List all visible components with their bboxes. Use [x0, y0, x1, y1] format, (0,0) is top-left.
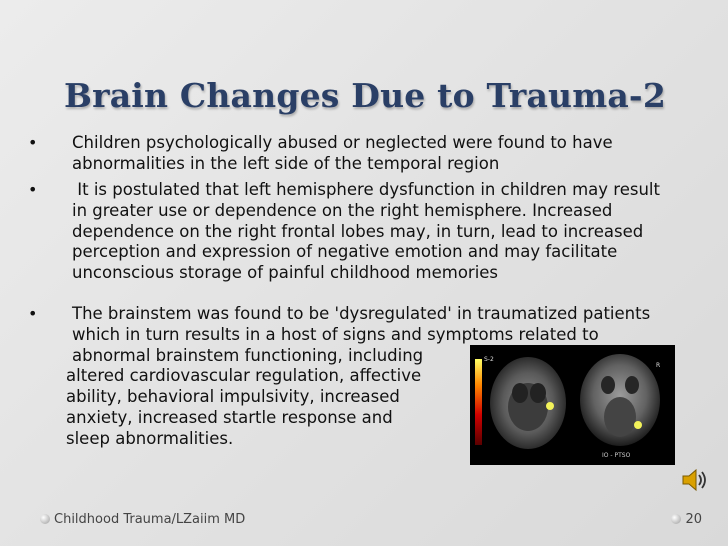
bullet-text-line: ability, behavioral impulsivity, increased	[66, 387, 400, 407]
image-caption: IO - PTSO	[602, 452, 631, 459]
bullet-text-line: sleep abnormalities.	[66, 428, 234, 448]
activation-spot	[546, 402, 554, 410]
bullet-marker: •	[28, 304, 38, 323]
image-label-right: R	[656, 362, 661, 369]
bullet-text-line: Children psychologically abused or neglected were found to have	[72, 133, 613, 152]
footer-text: Childhood Trauma/LZaiim MD	[54, 512, 246, 527]
footer-right	[671, 512, 702, 527]
brain-mri-image	[470, 345, 675, 465]
bullet-text-line: It is postulated that left hemisphere dysfunction in children may result	[72, 180, 660, 199]
heat-scale-bar	[475, 359, 482, 445]
image-label-left: S-2	[484, 356, 494, 363]
bullet-text-line: The brainstem was found to be 'dysregulated' in traumatized patients	[72, 304, 651, 323]
bullet-text-line: unconscious storage of painful childhood memories	[72, 263, 499, 283]
bullet-marker: •	[28, 133, 38, 152]
slide-title: Brain Changes Due to Trauma-2	[64, 76, 666, 115]
bullet-text-line: abnormalities in the left side of the temporal region	[72, 153, 500, 173]
bullet-item	[28, 180, 728, 284]
bullet-text-line: in greater use or dependence on the right hemisphere. Increased	[72, 200, 613, 220]
footer-dot-icon	[40, 514, 50, 524]
bullet-text-line: abnormal brainstem functioning, including	[72, 345, 424, 365]
page-number: 20	[685, 512, 702, 527]
bullet-text-line: perception and expression of negative emotion and may facilitate	[72, 242, 618, 262]
bullet-text-line: dependence on the right frontal lobes may, in turn, lead to increased	[72, 221, 644, 241]
bullet-marker: •	[28, 180, 38, 199]
bullet-text-line: altered cardiovascular regulation, affective	[66, 366, 422, 386]
brain-mri-icon	[470, 345, 675, 465]
footer-dot-icon	[671, 514, 681, 524]
bullet-text-line: anxiety, increased startle response and	[66, 407, 393, 427]
bullet-text-line: which in turn results in a host of signs and symptoms related to	[72, 324, 599, 344]
bullet-item	[28, 133, 728, 175]
speaker-icon[interactable]	[680, 466, 710, 494]
slide-footer	[0, 512, 728, 532]
footer-left	[40, 512, 245, 527]
activation-spot	[634, 421, 642, 429]
